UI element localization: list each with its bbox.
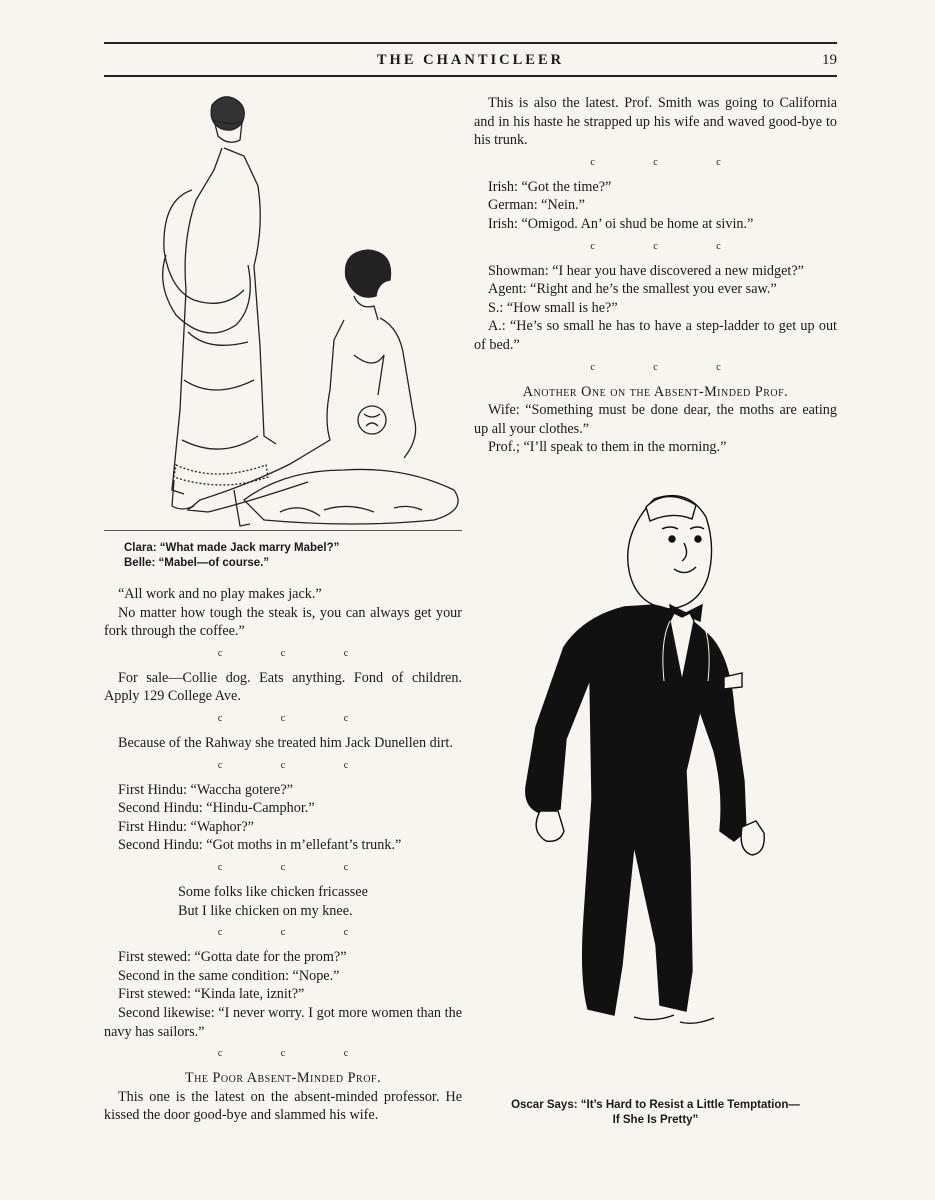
- heading-poor-prof: The Poor Absent-Minded Prof.: [184, 1070, 382, 1087]
- joke-rahway: Because of the Rahway she treated him Jack Dunellen dirt.: [118, 734, 453, 751]
- left-jokes: [104, 585, 462, 1125]
- oscar-drawing-icon: [474, 477, 837, 1037]
- joke-stewed-line-1: First stewed: “Gotta date for the prom?”: [118, 949, 347, 966]
- illustration-two-women: [104, 80, 462, 530]
- oscar-caption-line-2: If She Is Pretty”: [612, 1114, 699, 1126]
- joke-midget-line-1: Showman: “I hear you have discovered a new midget?”: [488, 262, 804, 279]
- running-header: [104, 50, 837, 72]
- oscar-caption-line-1: Oscar Says: “It’s Hard to Resist a Little Temptation—: [511, 1099, 800, 1111]
- joke-midget-line-4: A.: “He’s so small he has to have a step-ladder to get up out of bed.”: [474, 318, 837, 353]
- joke-irish-line-1: Irish: “Got the time?”: [488, 178, 612, 195]
- joke-hindu-line-4: Second Hindu: “Got moths in m’ellefant’s trunk.”: [118, 837, 402, 854]
- joke-prof-door: This one is the latest on the absent-minded professor. He kissed the door good-bye and slammed his wife.: [104, 1088, 462, 1124]
- joke-stewed-line-3: First stewed: “Kinda late, iznit?”: [118, 986, 305, 1003]
- separator: c c c: [590, 240, 749, 252]
- joke-midget-line-3: S.: “How small is he?”: [488, 299, 618, 316]
- poem-line-2: But I like chicken on my knee.: [178, 902, 353, 919]
- joke-prof-smith: This is also the latest. Prof. Smith was going to California and in his haste he strapped up his wife and waved good-bye to his trunk.: [474, 95, 837, 149]
- joke-midget-line-2: Agent: “Right and he’s the smallest you ever saw.”: [488, 281, 777, 298]
- illustration-oscar: [474, 477, 837, 1037]
- oscar-caption: [474, 1098, 837, 1128]
- joke-stewed-line-2: Second in the same condition: “Nope.”: [118, 967, 340, 984]
- caption-line-belle: Belle: “Mabel—of course.”: [124, 557, 270, 569]
- joke-hindu-line-3: First Hindu: “Waphor?”: [118, 818, 254, 835]
- caption-rule: [104, 530, 462, 531]
- joke-collie: For sale—Collie dog. Eats anything. Fond of children. Apply 129 College Ave.: [104, 669, 462, 705]
- separator: c c c: [217, 712, 377, 724]
- joke-prof-reply: Prof.; “I’ll speak to them in the morning.”: [488, 439, 727, 456]
- separator: c c c: [590, 156, 749, 168]
- joke-hindu-line-1: First Hindu: “Waccha gotere?”: [118, 781, 293, 798]
- separator: c c c: [217, 861, 377, 873]
- header-rule-top: [104, 42, 837, 44]
- joke-all-work: “All work and no play makes jack.”: [118, 586, 322, 602]
- women-caption: [124, 541, 462, 571]
- women-drawing-icon: [104, 80, 462, 530]
- magazine-title: THE CHANTICLEER: [376, 52, 565, 68]
- separator: c c c: [217, 927, 377, 939]
- joke-irish-line-3: Irish: “Omigod. An’ oi shud be home at sivin.”: [488, 215, 754, 232]
- separator: c c c: [217, 647, 377, 659]
- right-column: [474, 94, 837, 1037]
- separator: c c c: [217, 759, 377, 771]
- joke-stewed-line-4: Second likewise: “I never worry. I got more women than the navy has sailors.”: [104, 1004, 462, 1040]
- heading-another-prof: Another One on the Absent-Minded Prof.: [522, 383, 789, 400]
- header-rule-bottom: [104, 75, 837, 77]
- separator: c c c: [217, 1048, 377, 1060]
- caption-line-clara: Clara: “What made Jack marry Mabel?”: [124, 542, 340, 554]
- left-column: [104, 80, 462, 1125]
- joke-hindu-line-2: Second Hindu: “Hindu-Camphor.”: [118, 800, 315, 817]
- joke-irish-line-2: German: “Nein.”: [488, 197, 585, 214]
- poem-line-1: Some folks like chicken fricassee: [178, 883, 368, 900]
- separator: c c c: [590, 361, 749, 373]
- page-number: 19: [822, 52, 837, 68]
- joke-wife-moths: Wife: “Something must be done dear, the moths are eating up all your clothes.”: [474, 402, 837, 437]
- joke-steak: No matter how tough the steak is, you can always get your fork through the coffee.”: [104, 604, 462, 640]
